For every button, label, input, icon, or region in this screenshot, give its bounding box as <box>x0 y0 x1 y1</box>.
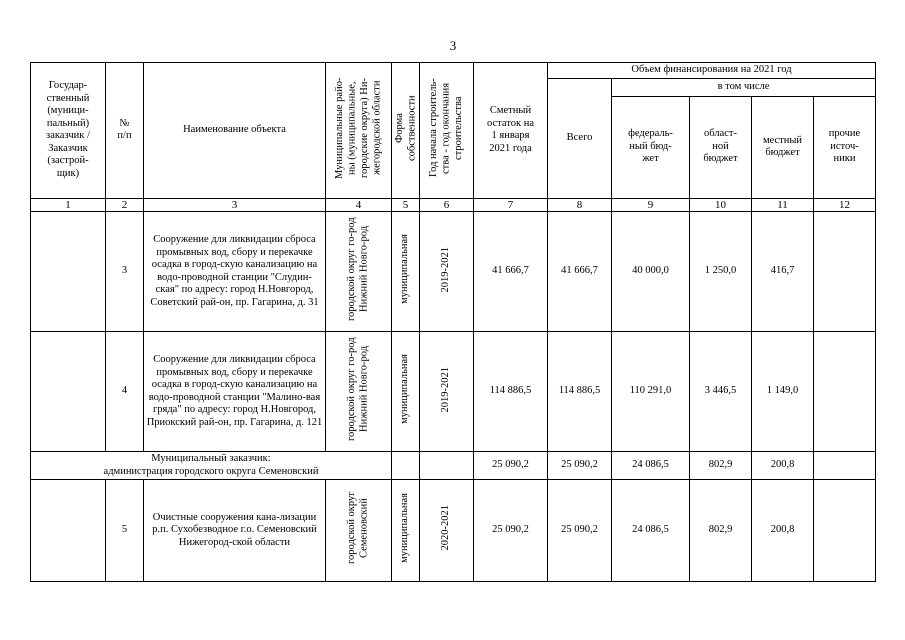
group-row <box>31 452 876 480</box>
local-value: 200,8 <box>752 452 814 480</box>
total-value: 25 090,2 <box>548 452 612 480</box>
years-cell: 2019-2021 <box>420 332 474 452</box>
header-num: № п/п <box>106 63 144 199</box>
header-municipality: Муниципальные райо- ны (муниципальные, городские округа) Ни- жегородской области <box>326 63 392 199</box>
col-num: 8 <box>548 198 612 212</box>
header-local: местный бюджет <box>752 96 814 198</box>
federal-value: 40 000,0 <box>612 212 690 332</box>
balance-value: 25 090,2 <box>474 452 548 480</box>
other-value <box>814 452 876 480</box>
header-other: прочие источ- ники <box>814 96 876 198</box>
header-balance: Сметный остаток на 1 января 2021 года <box>474 63 548 199</box>
row-number: 4 <box>106 332 144 452</box>
ownership-cell: муниципальная <box>392 480 420 582</box>
header-row-1 <box>31 63 876 79</box>
table-row <box>31 480 876 582</box>
financing-table <box>30 62 876 582</box>
federal-value: 24 086,5 <box>612 452 690 480</box>
col-num: 10 <box>690 198 752 212</box>
col-num: 9 <box>612 198 690 212</box>
table-row <box>31 332 876 452</box>
header-customer: Государ- ственный (муници- пальный) заказчик / Заказчик (застрой- щик) <box>31 63 106 199</box>
header-total: Всего <box>548 78 612 198</box>
local-value: 416,7 <box>752 212 814 332</box>
row-number: 3 <box>106 212 144 332</box>
ownership-cell <box>392 452 420 480</box>
header-financing: Объем финансирования на 2021 год <box>548 63 876 79</box>
local-value: 200,8 <box>752 480 814 582</box>
header-object-name: Наименование объекта <box>144 63 326 199</box>
col-num: 1 <box>31 198 106 212</box>
total-value: 25 090,2 <box>548 480 612 582</box>
object-name: Сооружение для ликвидации сброса промывных вод, сбору и перекачке осадка в город-скую канализацию на водо-проводной станции "Слудин-ская" по адресу: город Н.Новгород, Советский рай-он, пр. Гагарина, д. 31 <box>144 212 326 332</box>
page-number: 3 <box>449 38 457 53</box>
header-years: Год начала строитель- ства - год окончания строительства <box>420 63 474 199</box>
regional-value: 802,9 <box>690 480 752 582</box>
regional-value: 802,9 <box>690 452 752 480</box>
object-name: Очистные сооружения кана-лизации р.п. Сухобезводное г.о. Семеновский Нижегород-ской области <box>144 480 326 582</box>
customer-cell <box>31 212 106 332</box>
header-including: в том числе <box>612 78 876 96</box>
regional-value: 1 250,0 <box>690 212 752 332</box>
col-num: 3 <box>144 198 326 212</box>
balance-value: 114 886,5 <box>474 332 548 452</box>
municipality-cell: городской округ Семеновский <box>326 480 392 582</box>
balance-value: 25 090,2 <box>474 480 548 582</box>
balance-value: 41 666,7 <box>474 212 548 332</box>
other-value <box>814 480 876 582</box>
regional-value: 3 446,5 <box>690 332 752 452</box>
municipality-cell: городской округ го-род Нижний Новго-род <box>326 212 392 332</box>
row-number: 5 <box>106 480 144 582</box>
col-num: 2 <box>106 198 144 212</box>
column-numbers-row <box>31 198 876 212</box>
other-value <box>814 212 876 332</box>
ownership-cell: муниципальная <box>392 332 420 452</box>
years-cell <box>420 452 474 480</box>
col-num: 12 <box>814 198 876 212</box>
table-row <box>31 212 876 332</box>
group-label: Муниципальный заказчик: администрация городского округа Семеновский <box>31 452 392 480</box>
header-federal: федераль- ный бюд- жет <box>612 96 690 198</box>
ownership-cell: муниципальная <box>392 212 420 332</box>
years-cell: 2020-2021 <box>420 480 474 582</box>
col-num: 7 <box>474 198 548 212</box>
local-value: 1 149,0 <box>752 332 814 452</box>
federal-value: 110 291,0 <box>612 332 690 452</box>
other-value <box>814 332 876 452</box>
municipality-cell: городской округ го-род Нижний Новго-род <box>326 332 392 452</box>
col-num: 4 <box>326 198 392 212</box>
col-num: 5 <box>392 198 420 212</box>
customer-cell <box>31 480 106 582</box>
col-num: 6 <box>420 198 474 212</box>
header-regional: област- ной бюджет <box>690 96 752 198</box>
object-name: Сооружение для ликвидации сброса промывных вод, сбору и перекачке осадка в город-скую канализацию на водо-проводной станции "Малино-вая гряда" по адресу: город Н.Новгород, Приокский рай-он, пр. Гагарина, д. 121 <box>144 332 326 452</box>
total-value: 41 666,7 <box>548 212 612 332</box>
col-num: 11 <box>752 198 814 212</box>
customer-cell <box>31 332 106 452</box>
header-ownership: Форма собственности <box>392 63 420 199</box>
federal-value: 24 086,5 <box>612 480 690 582</box>
total-value: 114 886,5 <box>548 332 612 452</box>
years-cell: 2019-2021 <box>420 212 474 332</box>
